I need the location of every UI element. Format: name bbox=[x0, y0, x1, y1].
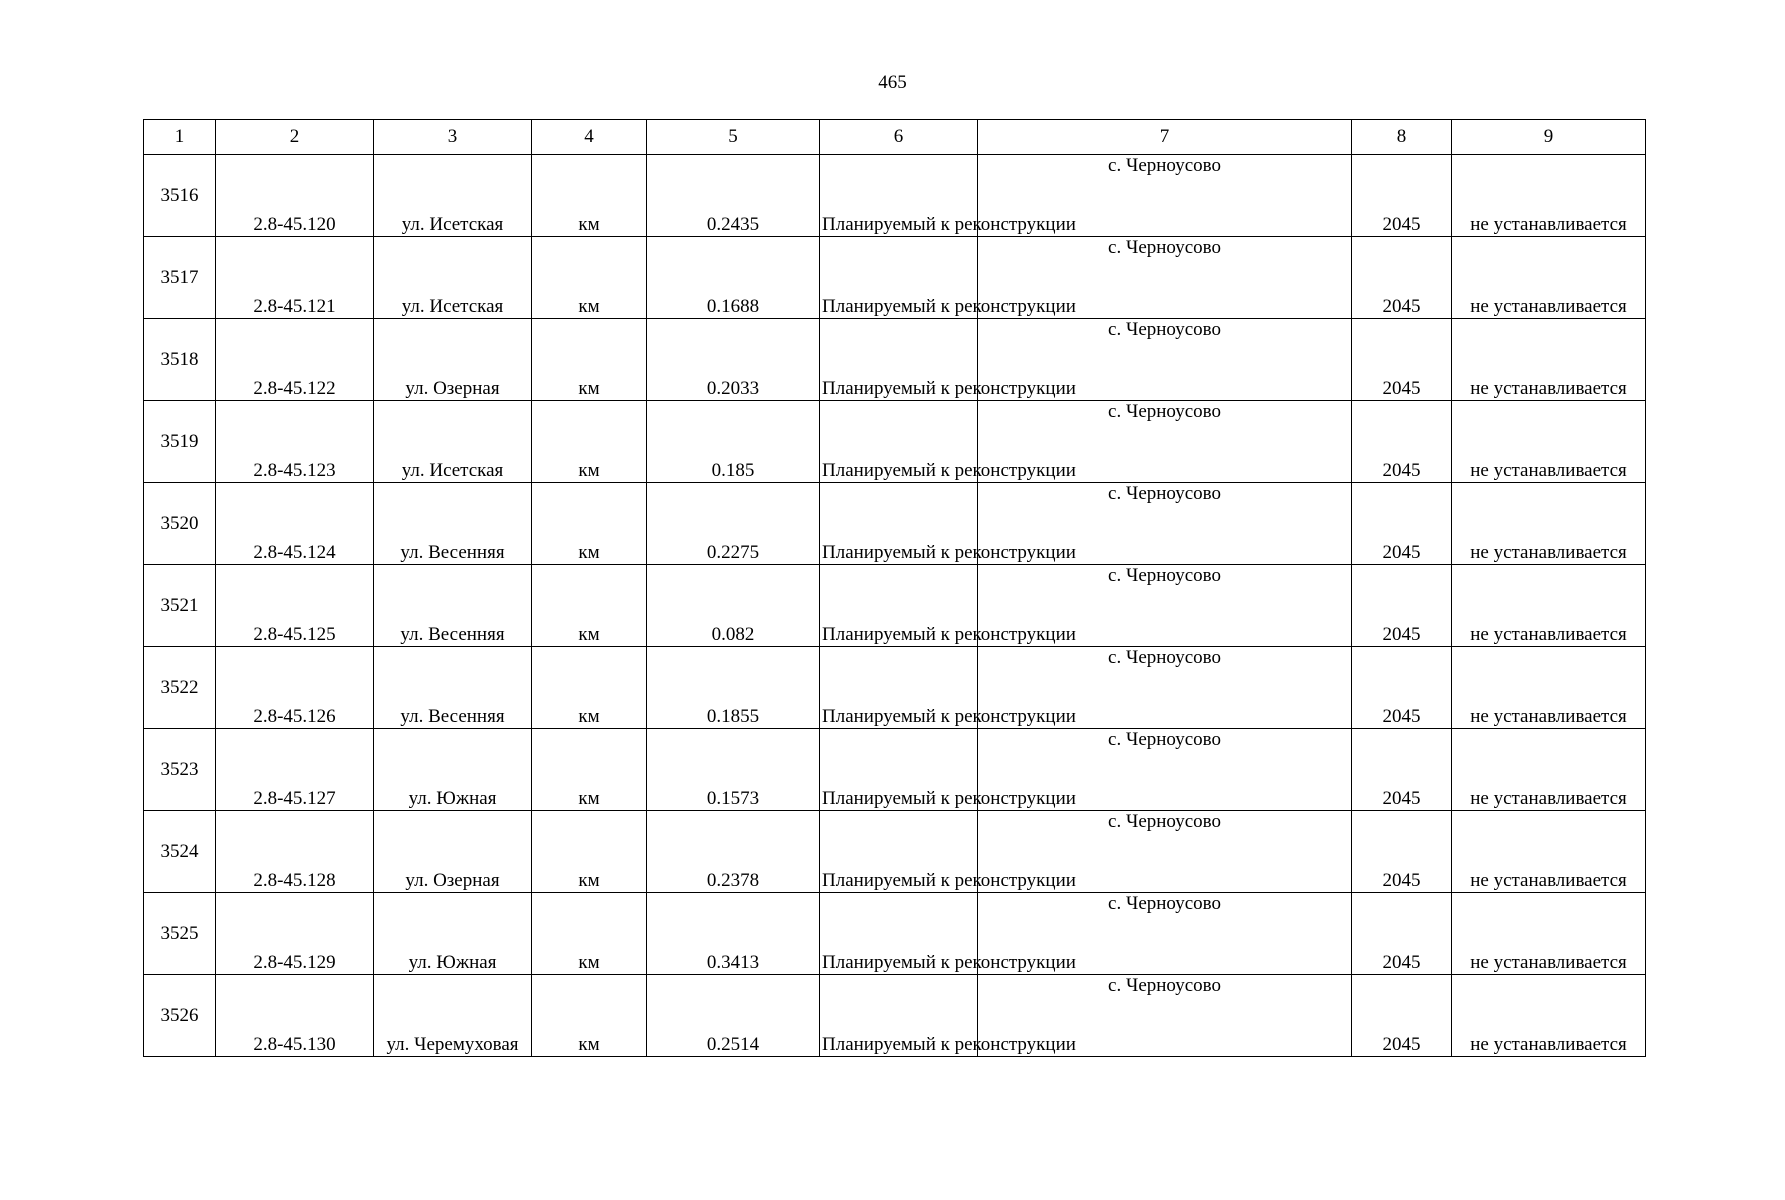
object-code-cell: 2.8-45.128 bbox=[216, 811, 374, 893]
object-code-cell: 2.8-45.126 bbox=[216, 647, 374, 729]
length-cell: 0.2275 bbox=[647, 483, 820, 565]
table-row bbox=[144, 729, 1646, 811]
street-cell: ул. Черемуховая bbox=[374, 975, 532, 1057]
length-cell: 0.2514 bbox=[647, 975, 820, 1057]
object-code-cell: 2.8-45.130 bbox=[216, 975, 374, 1057]
length-cell: 0.185 bbox=[647, 401, 820, 483]
length-cell: 0.1855 bbox=[647, 647, 820, 729]
year-cell: 2045 bbox=[1352, 237, 1452, 319]
length-cell: 0.2033 bbox=[647, 319, 820, 401]
header-cell: 4 bbox=[532, 120, 647, 155]
header-cell: 1 bbox=[144, 120, 216, 155]
year-cell: 2045 bbox=[1352, 565, 1452, 647]
year-cell: 2045 bbox=[1352, 401, 1452, 483]
zone-cell: не устанавливается bbox=[1452, 155, 1646, 237]
row-number-cell: 3522 bbox=[144, 647, 216, 729]
unit-cell: км bbox=[532, 319, 647, 401]
location-cell: с. Черноусово bbox=[978, 565, 1352, 647]
location-cell: с. Черноусово bbox=[978, 729, 1352, 811]
unit-cell: км bbox=[532, 483, 647, 565]
row-number-cell: 3521 bbox=[144, 565, 216, 647]
row-number-cell: 3520 bbox=[144, 483, 216, 565]
year-cell: 2045 bbox=[1352, 647, 1452, 729]
location-cell: с. Черноусово bbox=[978, 155, 1352, 237]
object-code-cell: 2.8-45.122 bbox=[216, 319, 374, 401]
length-cell: 0.1573 bbox=[647, 729, 820, 811]
length-cell: 0.1688 bbox=[647, 237, 820, 319]
street-cell: ул. Южная bbox=[374, 729, 532, 811]
objects-table bbox=[143, 119, 1646, 1057]
row-number-cell: 3526 bbox=[144, 975, 216, 1057]
status-cell: Планируемый к реконструкции bbox=[820, 811, 978, 893]
status-cell: Планируемый к реконструкции bbox=[820, 319, 978, 401]
header-cell: 8 bbox=[1352, 120, 1452, 155]
header-cell: 3 bbox=[374, 120, 532, 155]
row-number-cell: 3525 bbox=[144, 893, 216, 975]
unit-cell: км bbox=[532, 565, 647, 647]
zone-cell: не устанавливается bbox=[1452, 811, 1646, 893]
unit-cell: км bbox=[532, 811, 647, 893]
street-cell: ул. Озерная bbox=[374, 319, 532, 401]
status-cell: Планируемый к реконструкции bbox=[820, 647, 978, 729]
table-row bbox=[144, 811, 1646, 893]
status-cell: Планируемый к реконструкции bbox=[820, 237, 978, 319]
location-cell: с. Черноусово bbox=[978, 401, 1352, 483]
location-cell: с. Черноусово bbox=[978, 483, 1352, 565]
zone-cell: не устанавливается bbox=[1452, 319, 1646, 401]
length-cell: 0.2435 bbox=[647, 155, 820, 237]
location-cell: с. Черноусово bbox=[978, 237, 1352, 319]
table-row bbox=[144, 975, 1646, 1057]
header-cell: 5 bbox=[647, 120, 820, 155]
unit-cell: км bbox=[532, 155, 647, 237]
object-code-cell: 2.8-45.127 bbox=[216, 729, 374, 811]
status-cell: Планируемый к реконструкции bbox=[820, 483, 978, 565]
zone-cell: не устанавливается bbox=[1452, 483, 1646, 565]
year-cell: 2045 bbox=[1352, 811, 1452, 893]
table-header-row bbox=[144, 120, 1646, 155]
street-cell: ул. Исетская bbox=[374, 237, 532, 319]
year-cell: 2045 bbox=[1352, 975, 1452, 1057]
street-cell: ул. Весенняя bbox=[374, 565, 532, 647]
row-number-cell: 3516 bbox=[144, 155, 216, 237]
table-row bbox=[144, 483, 1646, 565]
street-cell: ул. Весенняя bbox=[374, 483, 532, 565]
zone-cell: не устанавливается bbox=[1452, 565, 1646, 647]
location-cell: с. Черноусово bbox=[978, 811, 1352, 893]
zone-cell: не устанавливается bbox=[1452, 401, 1646, 483]
year-cell: 2045 bbox=[1352, 319, 1452, 401]
table-body bbox=[144, 120, 1646, 1057]
year-cell: 2045 bbox=[1352, 893, 1452, 975]
status-cell: Планируемый к реконструкции bbox=[820, 729, 978, 811]
header-cell: 6 bbox=[820, 120, 978, 155]
year-cell: 2045 bbox=[1352, 483, 1452, 565]
header-cell: 7 bbox=[978, 120, 1352, 155]
status-cell: Планируемый к реконструкции bbox=[820, 401, 978, 483]
unit-cell: км bbox=[532, 729, 647, 811]
row-number-cell: 3519 bbox=[144, 401, 216, 483]
table-row bbox=[144, 565, 1646, 647]
street-cell: ул. Исетская bbox=[374, 155, 532, 237]
unit-cell: км bbox=[532, 893, 647, 975]
unit-cell: км bbox=[532, 401, 647, 483]
status-cell: Планируемый к реконструкции bbox=[820, 565, 978, 647]
length-cell: 0.2378 bbox=[647, 811, 820, 893]
street-cell: ул. Южная bbox=[374, 893, 532, 975]
length-cell: 0.3413 bbox=[647, 893, 820, 975]
page-number: 465 bbox=[878, 72, 907, 93]
status-cell: Планируемый к реконструкции bbox=[820, 975, 978, 1057]
status-cell: Планируемый к реконструкции bbox=[820, 155, 978, 237]
row-number-cell: 3518 bbox=[144, 319, 216, 401]
row-number-cell: 3524 bbox=[144, 811, 216, 893]
table-row bbox=[144, 647, 1646, 729]
location-cell: с. Черноусово bbox=[978, 319, 1352, 401]
location-cell: с. Черноусово bbox=[978, 975, 1352, 1057]
row-number-cell: 3523 bbox=[144, 729, 216, 811]
street-cell: ул. Озерная bbox=[374, 811, 532, 893]
zone-cell: не устанавливается bbox=[1452, 893, 1646, 975]
zone-cell: не устанавливается bbox=[1452, 237, 1646, 319]
street-cell: ул. Весенняя bbox=[374, 647, 532, 729]
row-number-cell: 3517 bbox=[144, 237, 216, 319]
location-cell: с. Черноусово bbox=[978, 647, 1352, 729]
object-code-cell: 2.8-45.123 bbox=[216, 401, 374, 483]
object-code-cell: 2.8-45.121 bbox=[216, 237, 374, 319]
header-cell: 9 bbox=[1452, 120, 1646, 155]
unit-cell: км bbox=[532, 237, 647, 319]
year-cell: 2045 bbox=[1352, 155, 1452, 237]
status-cell: Планируемый к реконструкции bbox=[820, 893, 978, 975]
length-cell: 0.082 bbox=[647, 565, 820, 647]
table-row bbox=[144, 401, 1646, 483]
table-row bbox=[144, 893, 1646, 975]
object-code-cell: 2.8-45.125 bbox=[216, 565, 374, 647]
unit-cell: км bbox=[532, 975, 647, 1057]
zone-cell: не устанавливается bbox=[1452, 647, 1646, 729]
street-cell: ул. Исетская bbox=[374, 401, 532, 483]
object-code-cell: 2.8-45.129 bbox=[216, 893, 374, 975]
object-code-cell: 2.8-45.124 bbox=[216, 483, 374, 565]
year-cell: 2045 bbox=[1352, 729, 1452, 811]
header-cell: 2 bbox=[216, 120, 374, 155]
table-row bbox=[144, 319, 1646, 401]
table-row bbox=[144, 155, 1646, 237]
zone-cell: не устанавливается bbox=[1452, 729, 1646, 811]
table-row bbox=[144, 237, 1646, 319]
object-code-cell: 2.8-45.120 bbox=[216, 155, 374, 237]
zone-cell: не устанавливается bbox=[1452, 975, 1646, 1057]
location-cell: с. Черноусово bbox=[978, 893, 1352, 975]
unit-cell: км bbox=[532, 647, 647, 729]
